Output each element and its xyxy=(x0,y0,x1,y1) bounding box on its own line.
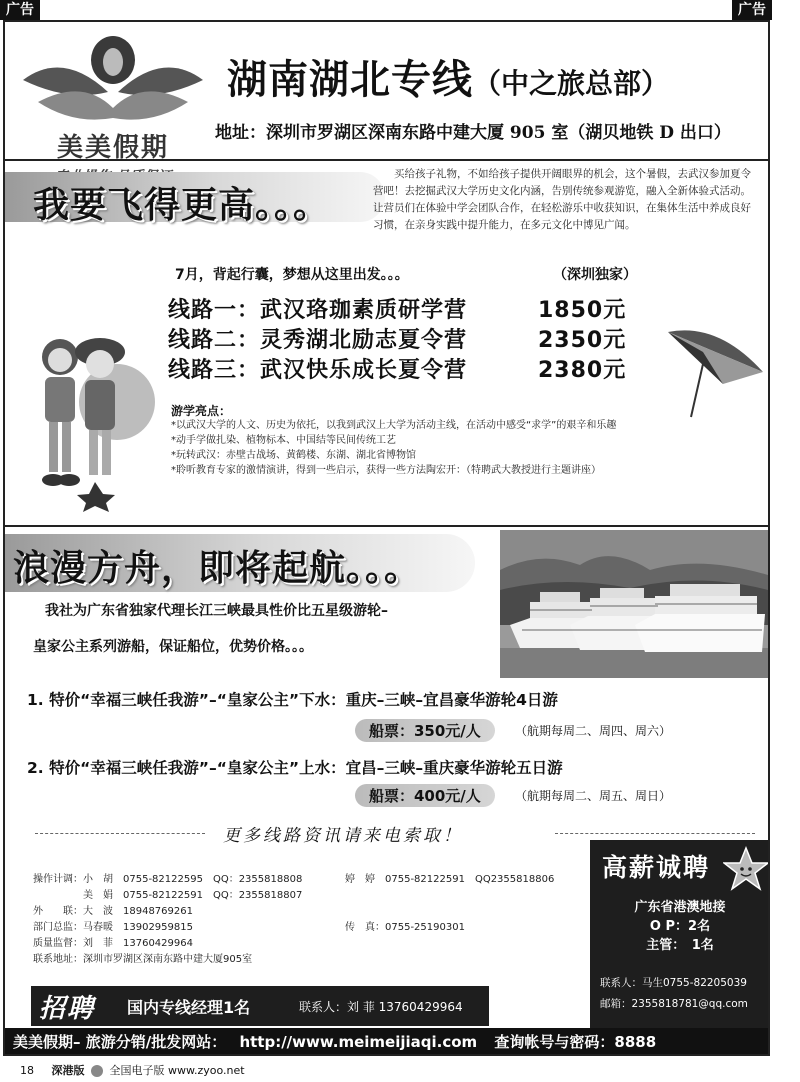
contacts-block xyxy=(33,872,302,968)
logo xyxy=(13,30,213,175)
route-item: 线路三：武汉快乐成长夏令营 2380元 xyxy=(168,358,627,383)
route-item: 线路一：武汉珞珈素质研学营 1850元 xyxy=(168,298,627,323)
trip-title: 2. 特价“幸福三峡任我游”–“皇家公主”上水：宜昌–三峡–重庆豪华游轮五日游 xyxy=(27,759,563,777)
section1-exclusive: （深圳独家） xyxy=(553,267,637,283)
ad-tag-left: 广告 xyxy=(0,0,40,20)
banner-section2-text: 浪漫方舟，即将起航。。。 xyxy=(13,548,422,589)
footer-bar xyxy=(5,1028,768,1056)
section2-desc-line2: 皇家公主系列游船，保证船位，优势价格。。。 xyxy=(33,639,313,655)
header-title: 湖南湖北专线 xyxy=(227,57,473,103)
page-number: 18 xyxy=(20,1064,34,1077)
trip-ticket-price: 船票：350元/人 xyxy=(355,719,495,742)
contact-fax: 传 真：0755-25190301 xyxy=(345,922,465,933)
cruise-ship-photo xyxy=(500,530,768,678)
trip-schedule: （航期每周二、周四、周六） xyxy=(515,724,672,738)
page-footer xyxy=(20,1062,245,1078)
recruit-manager: 主管： 1名 xyxy=(646,938,714,953)
edition-label: 深港版 xyxy=(51,1064,85,1077)
highlights-list xyxy=(171,418,616,478)
route-item: 线路二：灵秀湖北励志夏令营 2350元 xyxy=(168,328,627,353)
kids-illustration-icon xyxy=(25,312,165,512)
recruit-title: 高薪诚聘 xyxy=(602,853,711,882)
contact-row: 质量监督：刘 菲 13760429964 xyxy=(33,938,193,949)
trip-ticket-price: 船票：400元/人 xyxy=(355,784,495,807)
header xyxy=(227,48,669,105)
dashed-divider-left xyxy=(35,833,205,834)
recruit-bar-position: 国内专线经理1名 xyxy=(127,998,251,1017)
recruit-op: O P：2名 xyxy=(649,919,711,934)
section1-tagline: 7月，背起行囊，梦想从这里出发。。。 xyxy=(175,267,409,283)
banner-section1-text: 我要飞得更高。。。 xyxy=(33,185,331,226)
contact-row: 部门总监：马春暖 13902959815 xyxy=(33,922,193,933)
recruit-bar-tag: 招聘 xyxy=(39,994,96,1024)
contact-row: 外 联：大 波 18948769261 xyxy=(33,906,193,917)
footer-right-text: 查询帐号与密码：8888 xyxy=(494,1033,657,1051)
globe-icon xyxy=(91,1065,103,1077)
contact-row: 联系地址：深圳市罗湖区深南东路中建大厦905室 xyxy=(33,954,253,965)
highlight-item: *以武汉大学的人文、历史为依托，以我到武汉上大学为活动主线，在活动中感受“求学”的艰辛和乐趣 xyxy=(171,420,617,431)
section2-desc-line1: 我社为广东省独家代理长江三峡最具性价比五星级游轮– xyxy=(45,603,388,619)
header-address: 地址：深圳市罗湖区深南东路中建大厦 905 室（湖贝地铁 D 出口） xyxy=(215,123,731,143)
trip-title: 1. 特价“幸福三峡任我游”–“皇家公主”下水：重庆–三峡–宜昌豪华游轮4日游 xyxy=(27,691,558,709)
recruit-bar xyxy=(31,986,489,1026)
more-info-text: 更多线路资讯请来电索取！ xyxy=(223,826,463,846)
footer-left-text: 美美假期– 旅游分销/批发网站： xyxy=(13,1033,227,1051)
header-subtitle: （中之旅总部） xyxy=(473,67,670,100)
route-list xyxy=(168,296,626,386)
contact-extra: 婷 婷 0755-82122591 QQ2355818806 xyxy=(345,874,555,885)
highlight-item: *聆听教育专家的激情演讲，得到一些启示，获得一些方法陶宏开：（特聘武大教授进行主题讲座） xyxy=(171,465,601,476)
kite-icon xyxy=(663,322,768,422)
footer-url[interactable]: http://www.meimeijiaqi.com xyxy=(239,1033,478,1051)
recruit-email: 邮箱：2355818781@qq.com xyxy=(600,998,748,1010)
site-label: 全国电子版 www.zyoo.net xyxy=(109,1064,245,1077)
highlight-item: *玩转武汉：赤壁古战场、黄鹤楼、东湖、湖北省博物馆 xyxy=(171,450,416,461)
ad-frame xyxy=(3,20,770,1056)
ad-tag-right: 广告 xyxy=(732,0,772,20)
section1-divider xyxy=(5,525,768,527)
header-divider xyxy=(5,159,768,161)
dashed-divider-right xyxy=(555,833,755,834)
highlight-item: *动手学做扎染、植物标本、中国结等民间传统工艺 xyxy=(171,435,396,446)
contact-row: 美 娟 0755-82122591 QQ：2355818807 xyxy=(33,890,303,901)
section1-intro: 买给孩子礼物，不如给孩子提供开阔眼界的机会，这个暑假，去武汉参加夏令营吧！去挖掘武汉大学历史文化内涵，告别传统参观游览，融入全新体验式活动。让营员们在体验中学会团队合作，在轻松游乐中收获知识，在集体生活中养成良好习惯，在亲身实践中提升能力，在多元文化中博见广闻。 xyxy=(373,168,751,231)
flower-logo-icon xyxy=(13,30,213,125)
trip-schedule: （航期每周二、周五、周日） xyxy=(515,789,672,803)
logo-brand: 美美假期 xyxy=(56,133,169,163)
recruit-contact: 联系人：马生0755-82205039 xyxy=(600,977,747,989)
highlights-title: 游学亮点： xyxy=(171,404,232,418)
contact-row: 操作计调：小 胡 0755-82122595 QQ：2355818808 xyxy=(33,874,303,885)
recruit-bar-contact: 联系人：刘 菲 13760429964 xyxy=(299,1000,463,1014)
star-icon xyxy=(723,846,769,892)
recruit-company: 广东省港澳地接 xyxy=(634,900,726,915)
